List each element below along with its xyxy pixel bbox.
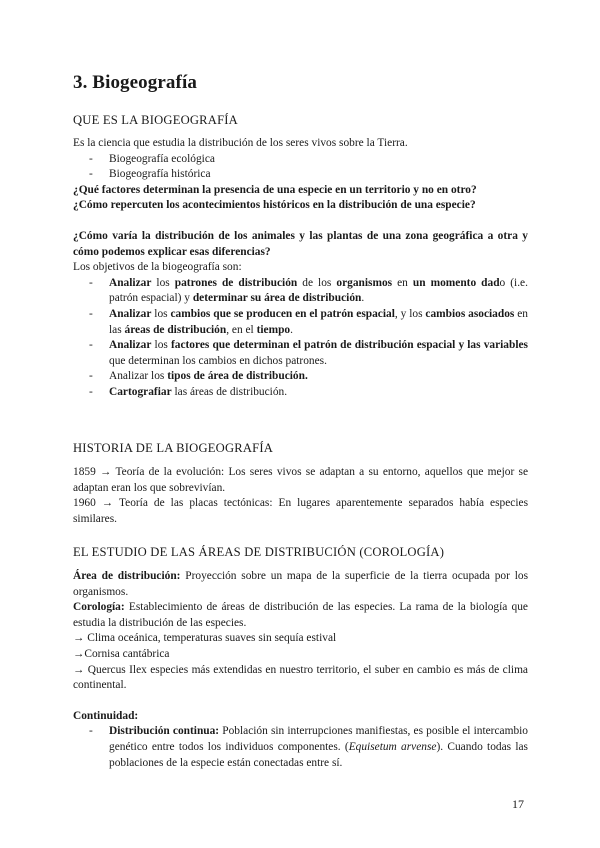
list-item: - Biogeografía ecológica [89, 152, 528, 168]
obj-text: . [290, 323, 293, 336]
page-number: 17 [512, 797, 524, 811]
definition: ). Cuando todas las poblaciones de la especie están conectadas entre sí. [109, 740, 528, 769]
question-3 [73, 229, 528, 260]
obj-text: de los [297, 276, 337, 289]
definition: Establecimiento de áreas de distribución de las especies. La rama de la biología que estudia la distribución de las especies. [73, 601, 528, 629]
corologia-definition [73, 600, 528, 631]
question-2-text: ¿Cómo repercuten los acontecimientos históricos en la distribución de una especie? [73, 199, 476, 212]
chapter-title: 3. Biogeografía [73, 72, 197, 93]
objective-item [89, 338, 528, 369]
continuidad-heading [73, 709, 528, 725]
obj-text: cambios asociados [425, 307, 515, 320]
obj-text: patrones de distribución [174, 276, 298, 289]
intro-text: Es la ciencia que estudia la distribución de los seres vivos sobre la Tierra. [73, 137, 408, 149]
obj-text: organismos [336, 276, 393, 289]
section-heading-que-es: QUE ES LA BIOGEOGRAFÍA [73, 113, 238, 127]
obj-text: áreas de distribución [124, 323, 227, 336]
history-item-1859: 1859 → Teoría de la evolución: Los seres vivos se adaptan a su entorno, aquellos que mejor se adaptan eran los que sobrevivían. [73, 466, 528, 494]
continuidad-list [73, 724, 528, 771]
history-item-1960: 1960 → Teoría de las placas tectónicas: En lugares aparentemente separados había especies similares. [73, 497, 528, 525]
objective-item [89, 369, 528, 385]
obj-text: , en el [226, 323, 257, 336]
obj-text: los [151, 307, 171, 320]
obj-text: o (i.e. patrón espacial) y [109, 276, 528, 305]
obj-text: Analizar [109, 339, 152, 352]
term: Distribución continua: [109, 725, 220, 738]
obj-text: Analizar [109, 307, 152, 320]
obj-text: determinar su área de distribución [192, 292, 362, 305]
continuidad-label: Continuidad: [73, 709, 139, 722]
obj-text: un momento dad [412, 276, 500, 289]
species-name: Equisetum arvense [348, 740, 437, 753]
list-item: - Biogeografía histórica [89, 167, 528, 183]
objectives-list [73, 276, 528, 401]
section-estudio-body [73, 569, 528, 771]
obj-text: cambios que se producen en el patrón espacial [170, 307, 395, 320]
section-historia-body [73, 465, 528, 527]
section-heading-historia: HISTORIA DE LA BIOGEOGRAFÍA [73, 441, 274, 455]
section-que-es-body [73, 136, 528, 401]
obj-text: , y los [394, 307, 426, 320]
obj-text: que determinan los cambios en dichos patrones. [109, 354, 327, 367]
section-heading-estudio: EL ESTUDIO DE LAS ÁREAS DE DISTRIBUCIÓN (COROLOGÍA) [73, 545, 445, 559]
obj-text: tipos de área de distribución. [167, 370, 308, 383]
obj-text: en [392, 276, 413, 289]
obj-text: Analizar [109, 276, 152, 289]
arrow-note-1: → Clima oceánica, temperaturas suaves sin sequía estival [73, 632, 337, 645]
question-1 [73, 183, 528, 199]
question-3-text: ¿Cómo varía la distribución de los animales y las plantas de una zona geográfica a otra y cómo podemos explicar esas diferencias? [73, 229, 528, 258]
arrow-note-2: →Cornisa cantábrica [73, 647, 170, 660]
obj-text: tiempo [256, 323, 291, 336]
obj-text: . [361, 292, 365, 305]
obj-text: factores que determinan el patrón de distribución espacial y las variables [170, 339, 528, 352]
list-item [89, 724, 528, 771]
arrow-note-3: → Quercus Ilex especies más extendidas en nuestro territorio, el suber en cambio es más de clima continental. [73, 663, 528, 692]
objectives-intro: Los objetivos de la biogeografía son: [73, 261, 242, 274]
question-1-text: ¿Qué factores determinan la presencia de una especie en un territorio y no en otro? [73, 183, 477, 196]
question-2 [73, 198, 528, 214]
obj-text: Analizar los [109, 370, 168, 383]
definition: Proyección sobre un mapa de la superficie de la tierra ocupada por los organismos. [73, 570, 529, 598]
obj-text: las áreas de distribución. [171, 385, 288, 398]
term: Área de distribución: [73, 570, 181, 582]
obj-text: en las [109, 307, 528, 336]
obj-text: Cartografiar [109, 385, 172, 398]
types-list [73, 152, 528, 183]
objective-item [89, 307, 528, 338]
objective-item [89, 385, 528, 401]
obj-text: los [151, 339, 171, 352]
objective-item [89, 276, 528, 307]
obj-text: los [151, 276, 175, 289]
term: Corología: [73, 601, 125, 614]
definition: Población sin interrupciones manifiestas, es posible el intercambio genético entre todos los individuos componentes. ( [109, 725, 528, 753]
area-definition [73, 569, 528, 600]
